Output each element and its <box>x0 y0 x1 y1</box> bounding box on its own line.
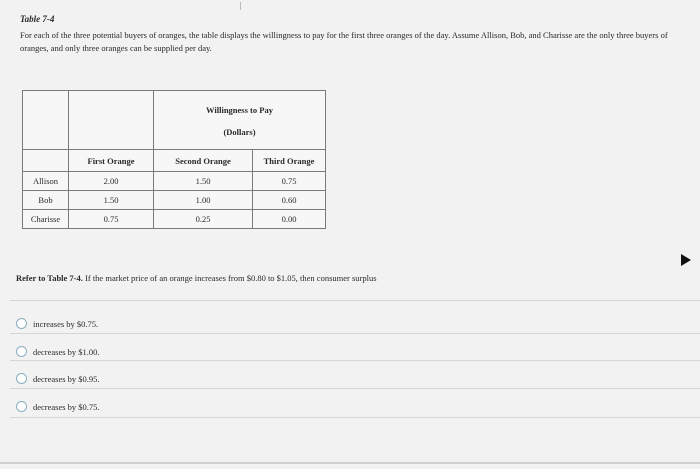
question-reference: Refer to Table 7-4. <box>16 273 83 283</box>
table-cell: 0.60 <box>253 191 326 210</box>
answer-option-1[interactable] <box>16 318 98 329</box>
cursor-arrow-icon <box>681 254 691 266</box>
table-cell: 0.25 <box>154 210 253 229</box>
answer-option-4[interactable] <box>16 401 100 412</box>
radio-button-icon[interactable] <box>16 401 27 412</box>
column-header: First Orange <box>69 150 154 172</box>
wtp-title: Willingness to Pay <box>206 105 273 115</box>
question-text <box>16 273 377 283</box>
table-cell: 2.00 <box>69 172 154 191</box>
divider <box>10 360 700 361</box>
divider <box>10 388 700 389</box>
option-label: increases by $0.75. <box>33 318 99 329</box>
buyer-name: Bob <box>23 191 69 210</box>
buyer-name: Allison <box>23 172 69 191</box>
radio-button-icon[interactable] <box>16 346 27 357</box>
intro-text: For each of the three potential buyers of oranges, the table displays the willingness to pay for the first three oranges of the day. Assume Allison, Bob, and Charisse are the only three buyers of oranges, and only three oranges can be supplied per day. <box>20 30 668 53</box>
table-header-cell <box>154 91 326 150</box>
option-label: decreases by $1.00. <box>33 346 100 357</box>
table-cell: 0.00 <box>253 210 326 229</box>
option-label: decreases by $0.95. <box>33 373 100 384</box>
radio-button-icon[interactable] <box>16 318 27 329</box>
radio-button-icon[interactable] <box>16 373 27 384</box>
buyer-name: Charisse <box>23 210 69 229</box>
top-tick-mark <box>240 2 241 10</box>
table-blank-cell <box>69 91 154 150</box>
table-row <box>23 210 326 229</box>
table-caption: Table 7-4 <box>20 14 55 24</box>
answer-option-3[interactable] <box>16 373 100 384</box>
table-row <box>23 172 326 191</box>
wtp-unit: (Dollars) <box>223 127 256 137</box>
table-cell: 0.75 <box>69 210 154 229</box>
divider <box>10 300 700 301</box>
divider <box>10 417 700 418</box>
table-cell: 1.50 <box>154 172 253 191</box>
question-body: If the market price of an orange increases from $0.80 to $1.05, then consumer surplus <box>85 273 377 283</box>
table-cell: 0.75 <box>253 172 326 191</box>
bottom-border <box>0 462 700 464</box>
option-label: decreases by $0.75. <box>33 401 100 412</box>
table-blank-cell <box>23 150 69 172</box>
answer-option-2[interactable] <box>16 346 100 357</box>
table-corner-cell <box>23 91 69 150</box>
table-cell: 1.50 <box>69 191 154 210</box>
willingness-to-pay-table <box>22 90 326 229</box>
column-header: Second Orange <box>154 150 253 172</box>
column-header: Third Orange <box>253 150 326 172</box>
divider <box>10 333 700 334</box>
table-cell: 1.00 <box>154 191 253 210</box>
table-row <box>23 191 326 210</box>
